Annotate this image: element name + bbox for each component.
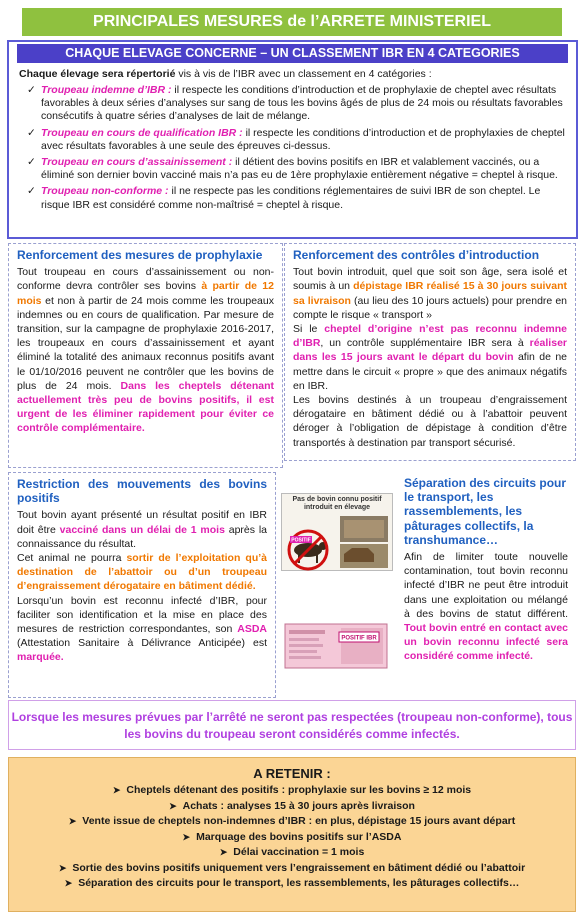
summary-title: A RETENIR : bbox=[253, 766, 331, 781]
text: Lorsqu’un bovin est reconnu infecté d’IBR, pour faciliter son identification et la mise en place des mesures de restriction correspondantes, son bbox=[17, 594, 267, 636]
text: Tout bovin ayant présenté un résultat positif en IBR doit être bbox=[17, 509, 267, 536]
list-item bbox=[9, 783, 575, 799]
asda-card-icon bbox=[283, 620, 391, 672]
warning-note: Lorsque les mesures prévues par l’arrêté ne seront pas respectées (troupeau non-conforme), tous les bovins du troupeau seront considérés comme infectés. bbox=[8, 700, 576, 750]
check-icon: ✓ bbox=[27, 126, 36, 139]
list-item bbox=[9, 814, 575, 830]
text: Si le bbox=[293, 323, 325, 336]
list-item bbox=[9, 830, 575, 846]
positif-ibr-tag: POSITIF IBR bbox=[341, 635, 377, 642]
restriction-panel bbox=[8, 472, 276, 698]
text: Tout bovin introduit, quel que soit son âge, sera isolé et soumis à un bbox=[293, 266, 567, 293]
highlight: Tout bovin entré en contact avec un bovin reconnu infecté sera considéré comme infecté. bbox=[404, 622, 568, 663]
asda-card-illustration bbox=[283, 620, 391, 672]
summary-text: Marquage des bovins positifs sur l’ASDA bbox=[196, 830, 402, 843]
category-text: il ne respecte pas les conditions réglementaires de suivi IBR de son cheptel. Le risque IBR est considéré comme non-maîtrisé = cheptel à risque. bbox=[41, 185, 541, 211]
list-item bbox=[9, 876, 575, 892]
highlight: marquée. bbox=[17, 651, 64, 664]
categories-box bbox=[7, 40, 578, 239]
arrow-icon: ➤ bbox=[68, 816, 77, 826]
highlight: à partir de 12 mois bbox=[17, 280, 274, 307]
separation-title: Séparation des circuits pour le transport, les rassemblements, les pâturages collectifs, la transhumance… bbox=[404, 476, 567, 547]
prophylaxie-title: Renforcement des mesures de prophylaxie bbox=[17, 248, 263, 262]
category-name: Troupeau en cours d’assainissement : bbox=[41, 156, 233, 169]
category-text: il respecte les conditions d’introduction et de prophylaxie de cheptel avec résultats favorables à deux séries d’analyses sur sang de tous les bovins âgés de plus de 24 mois ou résultats favorables consécutifs à quatre séries d’analyses de lait de mélange. bbox=[41, 84, 563, 123]
arrow-icon: ➤ bbox=[64, 878, 73, 888]
arrow-icon: ➤ bbox=[112, 785, 121, 795]
highlight: cheptel d’origine n’est pas reconnu indemne d’IBR bbox=[293, 323, 567, 350]
highlight: vacciné dans un délai de 1 mois bbox=[59, 523, 225, 536]
summary-text: Achats : analyses 15 à 30 jours après livraison bbox=[182, 799, 415, 812]
list-item bbox=[9, 861, 575, 877]
check-icon: ✓ bbox=[27, 156, 36, 169]
check-icon: ✓ bbox=[27, 84, 36, 96]
summary-list bbox=[9, 783, 575, 892]
category-item bbox=[27, 126, 566, 153]
category-text: il détient des bovins positifs en IBR et valablement vaccinés, ou a éliminé son dernier bovin vacciné mais n’a pas eu de 1ère prophylaxie entièrement négative = cheptel à risque. bbox=[41, 156, 558, 182]
summary-text: Sortie des bovins positifs uniquement vers l’engraissement en bâtiment dédié ou l’abattoir bbox=[72, 861, 526, 874]
highlight: sortir de l’exploitation qu’à destination de l’abattoir ou d’un troupeau d’engraissement dérogataire en bâtiment dédié. bbox=[17, 552, 267, 593]
highlight: ASDA bbox=[237, 623, 267, 636]
introduction-title: Renforcement des contrôles d’introduction bbox=[293, 248, 540, 262]
list-item bbox=[9, 845, 575, 861]
summary-text: Cheptels détenant des positifs : prophylaxie sur les bovins ≥ 12 mois bbox=[126, 784, 472, 796]
restriction-title: Restriction des mouvements des bovins positifs bbox=[17, 477, 267, 506]
illustration-caption: Pas de bovin connu positif introduit en élevage bbox=[292, 496, 382, 511]
text: après la connaissance du résultat. bbox=[17, 523, 268, 550]
category-item bbox=[27, 156, 566, 182]
arrow-icon: ➤ bbox=[219, 847, 228, 857]
cattle-icon bbox=[282, 514, 392, 572]
arrow-icon: ➤ bbox=[182, 831, 191, 842]
intro-bold: Chaque élevage sera répertorié bbox=[19, 68, 176, 80]
text: Cet animal ne pourra bbox=[17, 552, 127, 565]
summary-text: Séparation des circuits pour le transport, les rassemblements, les pâturages collectifs… bbox=[78, 877, 520, 889]
prophylaxie-panel bbox=[8, 243, 283, 468]
summary-text: Vente issue de cheptels non-indemnes d’IBR : en plus, dépistage 15 jours avant départ bbox=[82, 815, 516, 827]
category-name: Troupeau non-conforme : bbox=[41, 185, 169, 198]
list-item bbox=[9, 799, 575, 815]
category-item bbox=[27, 84, 566, 124]
categories-intro bbox=[19, 68, 566, 81]
text: (au lieu des 10 jours actuels) pour prendre en compte le risque « transport » bbox=[293, 294, 568, 321]
separation-panel bbox=[396, 472, 576, 698]
page-title: PRINCIPALES MESURES de l’ARRETE MINISTERIEL bbox=[22, 8, 562, 36]
text: (Attestation Sanitaire à Délivrance Anticipée) est bbox=[17, 637, 267, 650]
text: afin de ne mettre dans le circuit « propre » que des animaux négatifs en IBR. bbox=[293, 351, 567, 392]
highlight: Dans les cheptels détenant actuellement très peu de bovins positifs, il est urgent de les éliminer rapidement pour éviter ce contrôle complémentaire. bbox=[17, 379, 274, 435]
text: Tout troupeau en cours d’assainissement ou non-conforme devra contrôler ses bovins bbox=[17, 266, 274, 293]
summary-box bbox=[8, 757, 576, 912]
arrow-icon: ➤ bbox=[58, 862, 67, 873]
category-name: Troupeau en cours de qualification IBR : bbox=[41, 126, 243, 139]
check-icon: ✓ bbox=[27, 185, 36, 198]
summary-text: Délai vaccination = 1 mois bbox=[233, 846, 365, 858]
highlight: réaliser dans les 15 jours avant le départ du bovin bbox=[293, 337, 567, 364]
text: Les bovins destinés à un troupeau d’engraissement dérogataire en bâtiment dédié ou à l’abattoir peuvent déroger à l’obligation de dépistage à condition d’être transportés à destination par transport sécurisé. bbox=[293, 394, 567, 449]
positif-tag: POSITIF bbox=[291, 537, 311, 544]
arrow-icon: ➤ bbox=[169, 800, 177, 811]
category-name: Troupeau indemne d’IBR : bbox=[41, 84, 172, 96]
text: , un contrôle supplémentaire IBR sera à bbox=[320, 337, 530, 350]
category-item bbox=[27, 185, 566, 211]
text: Afin de limiter toute nouvelle contamination, tout bovin reconnu infecté d’IBR ne peut être introduit dans une exploitation ou mélangé à des bovins de statut différent. bbox=[404, 551, 568, 620]
highlight: dépistage IBR réalisé 15 à 30 jours suivant sa livraison bbox=[293, 280, 567, 307]
text: et non à partir de 24 mois comme les troupeaux indemnes ou en cours de qualification. Par mesure de transition, sur la campagne de prophylaxie 2016-2017, les troupeaux en cours d’assainissement et ayant éliminé la totalité des animaux reconnus positifs avant le 01/10/2016 peuvent ne contrôler que les bovins de plus de 24 mois. bbox=[17, 294, 274, 392]
category-text: il respecte les conditions d’introduction et de prophylaxies de cheptel avec résultats favorables à une seule des épreuves ci-dessus. bbox=[41, 126, 565, 152]
introduction-panel bbox=[284, 243, 576, 461]
intro-text: vis à vis de l’IBR avec un classement en 4 catégories : bbox=[175, 68, 432, 80]
illustration-cattle bbox=[281, 493, 393, 571]
categories-header: CHAQUE ELEVAGE CONCERNE – UN CLASSEMENT IBR EN 4 CATEGORIES bbox=[17, 44, 568, 63]
